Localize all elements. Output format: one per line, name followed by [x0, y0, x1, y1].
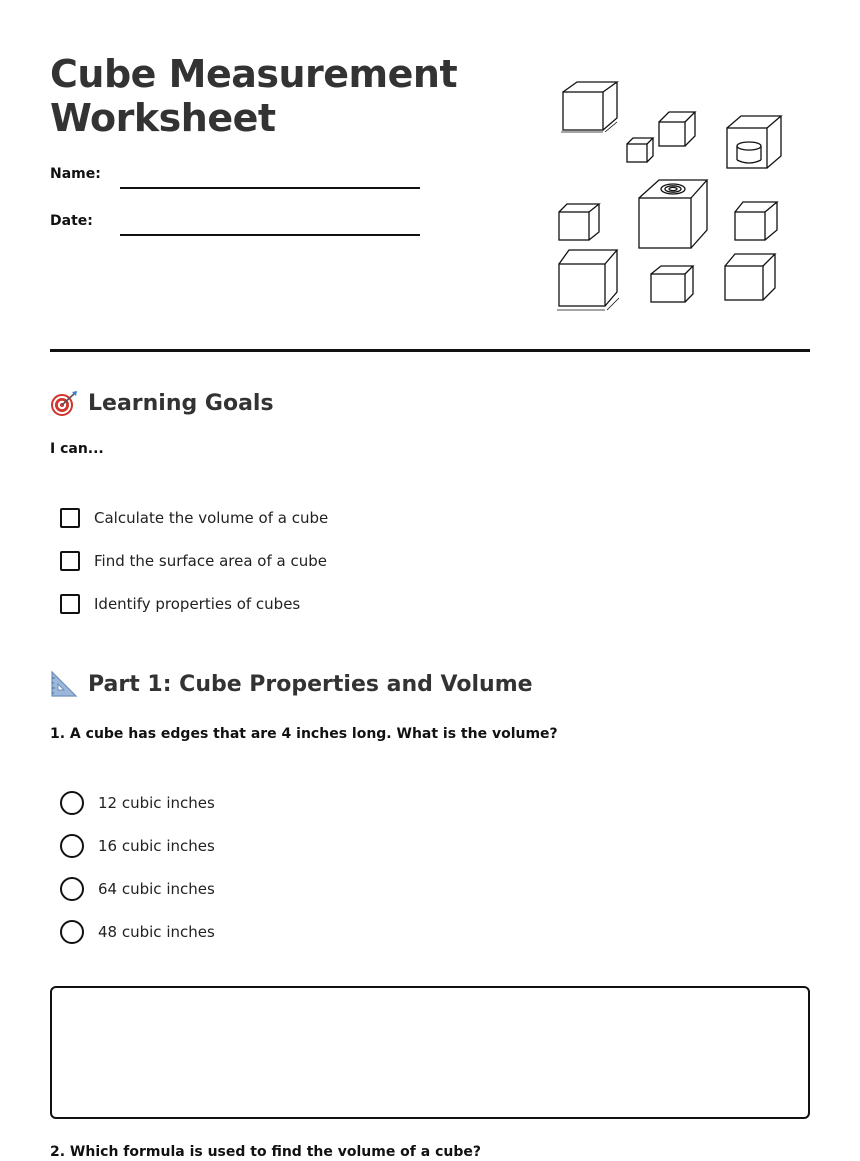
option-label: 64 cubic inches: [98, 880, 215, 898]
option-label: 48 cubic inches: [98, 923, 215, 941]
title-line-1: Cube Measurement: [50, 52, 458, 96]
goal-checkbox[interactable]: [60, 551, 80, 571]
worksheet-title: [50, 52, 457, 140]
question-1: 1. A cube has edges that are 4 inches long. What is the volume?: [50, 726, 558, 742]
i-can-label: I can...: [50, 441, 104, 457]
goal-item-volume[interactable]: [60, 508, 328, 528]
learning-goals-heading: [50, 390, 274, 416]
q1-option-c[interactable]: [60, 877, 215, 901]
option-label: 12 cubic inches: [98, 794, 215, 812]
goal-checkbox[interactable]: [60, 594, 80, 614]
title-line-2: Worksheet: [50, 96, 276, 140]
radio-button[interactable]: [60, 877, 84, 901]
learning-goals-title: Learning Goals: [88, 390, 274, 416]
goal-label: Find the surface area of a cube: [94, 552, 327, 570]
part1-heading: [50, 670, 533, 698]
header-divider: [50, 349, 810, 352]
name-field[interactable]: [120, 187, 420, 189]
goal-checkbox[interactable]: [60, 508, 80, 528]
date-field[interactable]: [120, 234, 420, 236]
goal-item-properties[interactable]: [60, 594, 300, 614]
answer-box[interactable]: [50, 986, 810, 1119]
cube-illustration: [545, 70, 795, 320]
question-2: 2. Which formula is used to find the volume of a cube?: [50, 1144, 481, 1160]
radio-button[interactable]: [60, 834, 84, 858]
date-label: Date:: [50, 213, 93, 229]
radio-button[interactable]: [60, 791, 84, 815]
q1-option-a[interactable]: [60, 791, 215, 815]
part1-title: Part 1: Cube Properties and Volume: [88, 671, 533, 697]
goal-label: Calculate the volume of a cube: [94, 509, 329, 527]
name-label: Name:: [50, 166, 101, 182]
triangle-ruler-icon: [50, 670, 78, 698]
goal-label: Identify properties of cubes: [94, 595, 301, 613]
q1-option-d[interactable]: [60, 920, 215, 944]
option-label: 16 cubic inches: [98, 837, 215, 855]
goal-item-surface-area[interactable]: [60, 551, 327, 571]
target-icon: [50, 390, 78, 416]
q1-option-b[interactable]: [60, 834, 215, 858]
radio-button[interactable]: [60, 920, 84, 944]
